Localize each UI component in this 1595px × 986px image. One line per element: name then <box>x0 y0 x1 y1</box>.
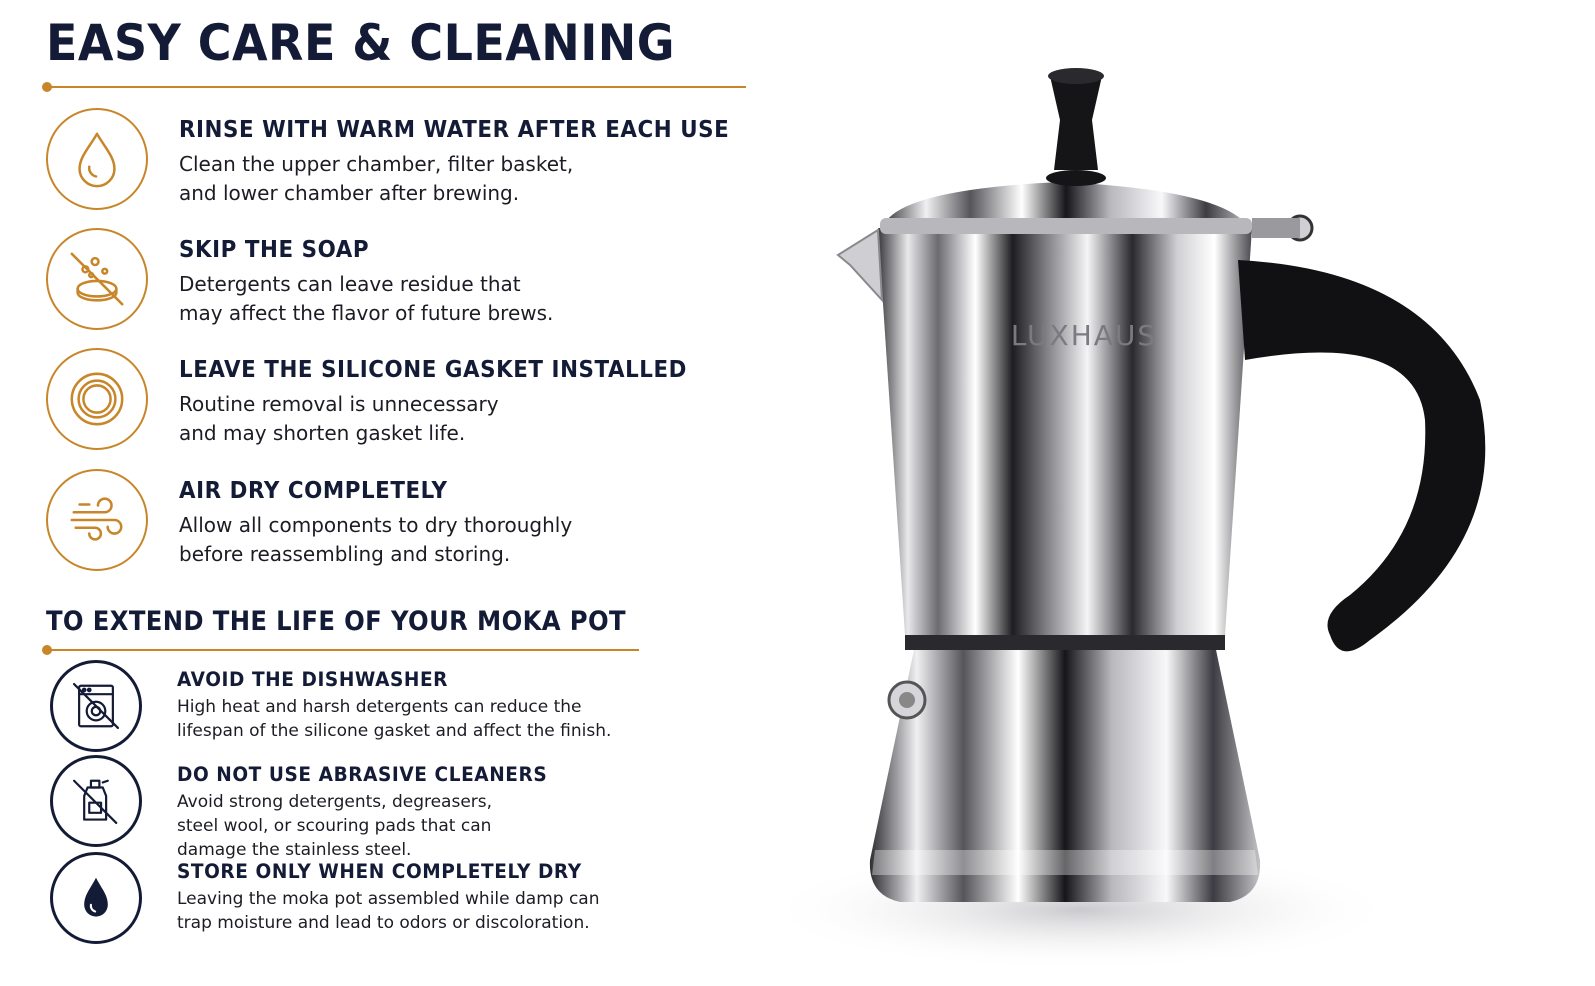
tip-title: STORE ONLY WHEN COMPLETELY DRY <box>177 860 582 883</box>
tip-line: High heat and harsh detergents can reduce the <box>177 697 582 717</box>
section-rule <box>46 649 639 651</box>
care-description <box>179 511 699 569</box>
tip-title: DO NOT USE ABRASIVE CLEANERS <box>177 763 548 786</box>
air-wind-icon <box>46 469 148 571</box>
care-line: Clean the upper chamber, filter basket, <box>179 152 574 176</box>
care-item-gasket <box>46 348 746 458</box>
care-description <box>179 390 699 448</box>
care-title: AIR DRY COMPLETELY <box>179 478 448 504</box>
tip-title: AVOID THE DISHWASHER <box>177 668 449 691</box>
care-description <box>179 150 699 208</box>
tip-line: damage the stainless steel. <box>177 840 412 860</box>
page-title: EASY CARE & CLEANING <box>46 14 675 72</box>
no-soap-icon <box>46 228 148 330</box>
title-rule <box>46 86 746 88</box>
care-line: Allow all components to dry thoroughly <box>179 513 573 537</box>
tip-description <box>177 887 647 935</box>
no-cleaner-bottle-icon <box>50 755 142 847</box>
care-line: and may shorten gasket life. <box>179 421 466 445</box>
care-line: before reassembling and storing. <box>179 542 511 566</box>
dry-drop-icon <box>50 852 142 944</box>
moka-pot-image <box>790 60 1580 980</box>
moka-pot-illustration <box>790 60 1580 980</box>
water-drop-icon <box>46 108 148 210</box>
tip-line: Avoid strong detergents, degreasers, <box>177 792 493 812</box>
care-title: SKIP THE SOAP <box>179 237 370 263</box>
section-heading: TO EXTEND THE LIFE OF YOUR MOKA POT <box>46 606 626 637</box>
care-title: LEAVE THE SILICONE GASKET INSTALLED <box>179 357 687 383</box>
tip-line: trap moisture and lead to odors or discoloration. <box>177 913 590 933</box>
no-dishwasher-icon <box>50 660 142 752</box>
care-description <box>179 270 699 328</box>
tip-line: steel wool, or scouring pads that can <box>177 816 492 836</box>
care-item-air-dry <box>46 469 746 579</box>
tip-description <box>177 790 647 862</box>
tip-line: Leaving the moka pot assembled while damp can <box>177 889 600 909</box>
care-line: may affect the flavor of future brews. <box>179 301 554 325</box>
care-item-rinse <box>46 108 746 218</box>
care-line: and lower chamber after brewing. <box>179 181 520 205</box>
care-line: Detergents can leave residue that <box>179 272 521 296</box>
tip-line: lifespan of the silicone gasket and affect the finish. <box>177 721 612 741</box>
care-title: RINSE WITH WARM WATER AFTER EACH USE <box>179 117 730 143</box>
tip-description <box>177 695 647 743</box>
care-line: Routine removal is unnecessary <box>179 392 499 416</box>
care-item-skip-soap <box>46 228 746 338</box>
gasket-ring-icon <box>46 348 148 450</box>
brand-logo: LUXHAUS <box>1010 319 1158 352</box>
